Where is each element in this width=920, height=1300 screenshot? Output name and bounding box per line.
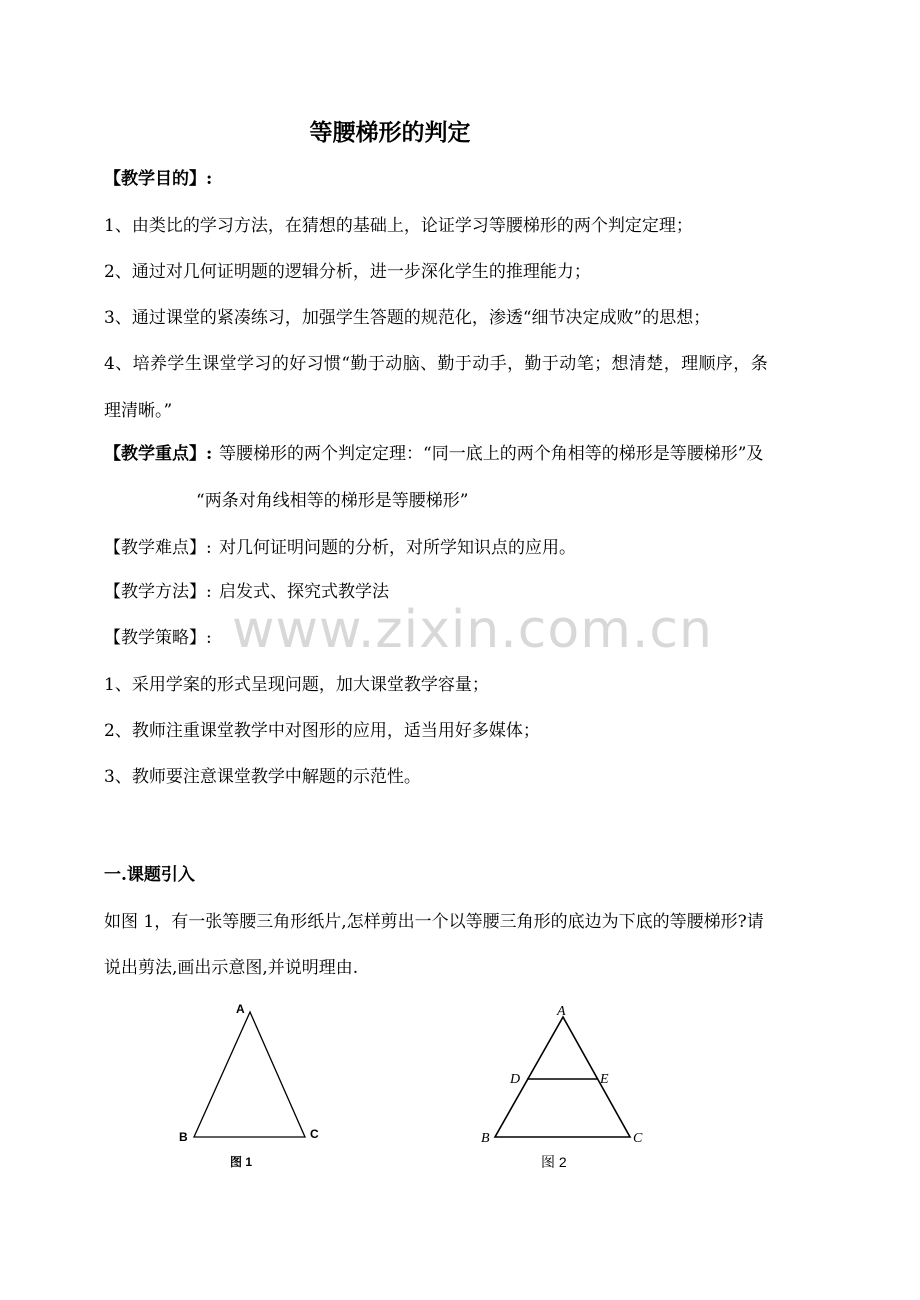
goal-item-2: 2、通过对几何证明题的逻辑分析，进一步深化学生的推理能力； — [104, 262, 591, 282]
watermark: www.zixin.com.cn — [232, 600, 713, 660]
key-points-text-1: 等腰梯形的两个判定定理：“同一底上的两个角相等的梯形是等腰梯形”及 — [219, 444, 764, 464]
goal-item-3: 3、通过课堂的紧凑练习，加强学生答题的规范化，渗透“细节决定成败”的思想； — [104, 308, 711, 328]
intro-paragraph-line-2: 说出剪法,画出示意图,并说明理由. — [104, 958, 359, 978]
method-heading: 【教学方法】: — [104, 582, 212, 602]
goal-item-4-cont: 理清晰。” — [104, 401, 173, 421]
key-points-heading: 【教学重点】: — [104, 444, 213, 464]
strategy-item-3: 3、教师要注意课堂教学中解题的示范性。 — [104, 767, 421, 787]
section-heading: 一.课题引入 — [104, 865, 195, 885]
figure2-caption: 图 2 — [541, 1154, 567, 1170]
strategy-heading: 【教学策略】: — [104, 628, 212, 648]
figure1-triangle — [194, 1012, 305, 1137]
figure1-label-a: A — [236, 1002, 245, 1016]
intro-paragraph-line-1: 如图 1，有一张等腰三角形纸片,怎样剪出一个以等腰三角形的底边为下底的等腰梯形?请 — [104, 912, 764, 932]
figure2-label-e: E — [600, 1072, 609, 1087]
figure2-label-a: A — [557, 1004, 566, 1019]
goals-heading: 【教学目的】: — [104, 169, 213, 189]
difficulty-heading: 【教学难点】: — [104, 538, 212, 558]
strategy-item-1: 1、采用学案的形式呈现问题，加大课堂教学容量； — [104, 675, 489, 695]
goal-item-1: 1、由类比的学习方法，在猜想的基础上，论证学习等腰梯形的两个判定定理； — [104, 216, 693, 236]
figure2-label-d: D — [510, 1072, 521, 1087]
figure2-label-b: B — [481, 1131, 490, 1146]
figure1-label-b: B — [179, 1130, 188, 1144]
page-title: 等腰梯形的判定 — [309, 120, 471, 146]
key-points-text-2: “两条对角线相等的梯形是等腰梯形” — [196, 491, 469, 511]
difficulty-text: 对几何证明问题的分析，对所学知识点的应用。 — [219, 538, 576, 558]
figure2-label-c: C — [633, 1131, 643, 1146]
goal-item-4: 4、培养学生课堂学习的好习惯“勤于动脑、勤于动手，勤于动笔；想清楚，理顺序，条 — [104, 354, 769, 374]
figure1-label-c: C — [310, 1127, 319, 1141]
strategy-item-2: 2、教师注重课堂教学中对图形的应用，适当用好多媒体； — [104, 721, 540, 741]
method-text: 启发式、探究式教学法 — [219, 582, 389, 602]
figure1-caption: 图 1 — [230, 1155, 253, 1169]
